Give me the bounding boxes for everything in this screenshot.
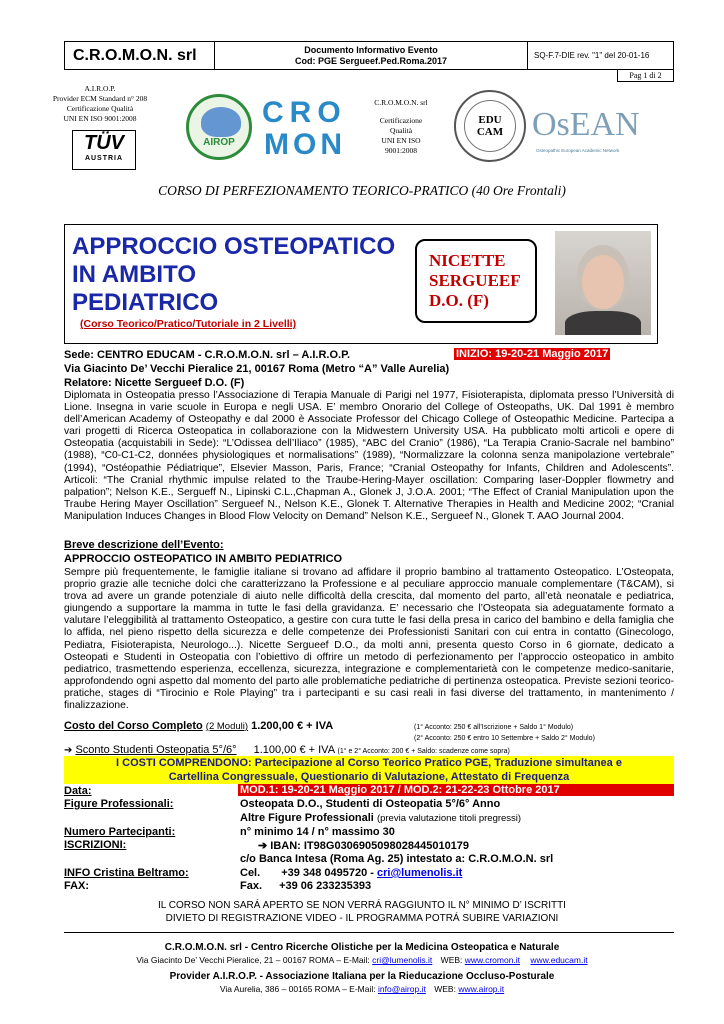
footer-cromon-email[interactable]: cri@lumenolis.it [372,955,433,965]
footer-airop-addr: Via Aurelia, 386 – 00165 ROMA – E-Mail: info@airop.it WEB: www.airop.it [219,984,505,994]
footer-cromon-title: C.R.O.M.O.N. srl - Centro Ricerche Olistiche per la Medicina Osteopatica e Naturale [164,942,560,953]
course-title: APPROCCIO OSTEOPATICO IN AMBITO PEDIATRICO [72,233,396,316]
banca-value: c/o Banca Intesa (Roma Ag. 25) intestato a: C.R.O.M.O.N. srl [240,853,554,865]
speaker-box: NICETTE SERGUEEF D.O. (F) [415,239,537,323]
altre-figure: Altre Figure Professionali (previa valutazione titoli pregressi) [240,812,522,824]
inizio-badge: INIZIO: 19-20-21 Maggio 2017 [456,348,609,360]
cromon-logo: CRO MON [262,96,347,161]
costs-include: I COSTI COMPRENDONO: Partecipazione al Corso Teorico Pratico PGE, Traduzione simultanea e Cartellina Congressuale, Questionario di Valutazione, Attestato di Frequenza [64,756,674,784]
email-link[interactable]: cri@lumenolis.it [376,867,463,879]
relatore: Relatore: Nicette Sergueef D.O. (F) [64,377,245,389]
airop-logo: AIROP [186,94,252,160]
description-heading: Breve descrizione dell’Evento: [64,539,224,551]
data-value: MOD.1: 19-20-21 Maggio 2017 / MOD.2: 21-22-23 Ottobre 2017 [238,784,674,796]
cost-note-2: (2° Acconto: 250 € entro 10 Settembre + Saldo 2° Modulo) [414,735,595,742]
course-type: CORSO DI PERFEZIONAMENTO TEORICO-PRATICO (40 Ore Frontali) [158,183,566,198]
doc-code: Cod: PGE Sergueef.Ped.Roma.2017 [294,56,448,66]
discount-row: ➔ Sconto Studenti Osteopatia 5°/6° 1.100,00 € + IVA (1° e 2° Acconto: 200 € + Saldo: scadenze come sopra) [64,744,510,756]
doc-title: Documento Informativo Evento [304,45,438,55]
footer-educam-web[interactable]: www.educam.it [530,955,588,965]
footer-airop-email[interactable]: info@airop.it [377,984,426,994]
iscrizioni-label: ISCRIZIONI: [64,839,127,851]
footer-cromon-addr: Via Giacinto De’ Vecchi Pieralice, 21 – 00167 ROMA – E-Mail: cri@lumenolis.it WEB: www.cromon.it www.educam.it [136,955,588,965]
arrow-icon: ➔ [64,745,73,756]
doc-revision: SQ-F.7-DIE rev. "1" del 20-01-16 [534,51,650,60]
cel-row: Cel. +39 348 0495720 - cri@lumenolis.it [240,867,463,879]
description-text: Sempre più frequentemente, le famiglie italiane si trovano ad affidare il proprio bambino al trattamento Osteopatico. L’Osteopata, proprio grazie alle tecniche dolci che caratterizzano la Professione e al peculiare approccio manuale complementare (T&CAM), si trova ad avere un grande potenziale di aiuto nelle difficoltà della crescita, dal momento del parto, all’età neonatale e pediatrica, giungendo a supportare la mamma in tutte le fasi della gravidanza. E’ necessario che l’Osteopata sia adeguatamente formato a valutare l’eleggibilità al trattamento Osteopatico, a gestire con cura tutte le fasi della presa in carico del bambino e della famiglia che lo affida, nel pieno rispetto della sicurezza e delle competenze dei Professionisti Sanitari con cui entra in contatto (Ginecologo, Pediatra, Fisioterapista, Neurologo...). Nicette Sergueef D.O., da molti anni, presenta questo Corso in 6 giornate, dedicato a Osteopati e Studenti in Osteopatia con l’obiettivo di offrire un metodo di perfezionamento per l’approccio osteopatico in ambito pediatrico, trasmettendo esperienza, eccellenza, sicurezza, integrazione e complementarietà con le competenze medico-sanitarie, approfondendo ogni aspetto dal momento del parto alle problematiche pediatriche di pertinenza osteopatica. Previste sezioni teorico-pratiche, stages di “Tirocinio e Role Playing” tra i partecipanti e su casi reali in fasi diverse del trattamento, in mantenimento / finalizzazione. [64,567,674,712]
figure-label: Figure Professionali: [64,798,174,810]
numero-label: Numero Partecipanti: [64,826,176,838]
fax-label: FAX: [64,880,90,892]
cost-note-1: (1° Acconto: 250 € all’Iscrizione + Saldo 1° Modulo) [414,724,574,731]
info-label: INFO Cristina Beltramo: [64,867,189,879]
course-subtitle: (Corso Teorico/Pratico/Tutoriale in 2 Livelli) [80,318,297,330]
bio: Diplomata in Osteopatia presso l’Associazione di Terapia Manuale di Parigi nel 1977, Fisioterapista, diplomata presso l’Università di Lione. Insegna in varie scuole in Europa e negli USA. E’ membro Onorario del College of Osteopaths, UK. Dal 1991 è membro dell’American Academy of Osteopathy e dal 2000 è Associate Professor del Chicago College of Osteopathic Medicine. Partecipa a vari progetti di Ricerca Osteopatica in collaborazione con la Midwestern University USA. Ha pubblicato molti articoli e opere di Osteopatia (acquistabili in Sede): “L’Odissea dell’Iliaco” (1985), “ABC del Cranio” (1986), “La Terapia Cranio-Sacrale nel bambino” (1988), “C0-C1-C2, données physiologiques et normalisations” (1989), “Normalizzare la colonna senza manipolazione vertebrale” (1994), “Ostéopathie Pédiatrique”, Elsevier Masson, Paris, France; “Cranial Osteopathy for Infants, Children and Adolescents”. Articoli: “The Cranial rhythmic impulse related to the Traube-Hering-Mayer oscillation: Comparing laser-Doppler flowmetry and palpation”; Nelson K.E., Sergueff N., Lipinski C.L.,Chapman A., Glonek J, J.O.A. 2001; “The Effect of Cranial Manipulation upon the Traube Hering Mayer Oscillation” Sergueef N., Nelson K.E., Glonek T. Alternative Therapies in Health and Medicine 2002; “Cranial Manipulation Induces Changes in Blood Flow Velocity on Demand” Nelson K.E., Sergueef N., Glonek T. AAO Journal 2004. [64,390,674,522]
fax-row: Fax. +39 06 233235393 [240,880,372,892]
data-label: Data: [64,785,92,797]
footer-cromon-web[interactable]: www.cromon.it [464,955,521,965]
airop-cert-text: A.I.R.O.P. Provider ECM Standard n° 208 Certificazione Qualità UNI EN ISO 9001:2008 [52,84,148,123]
company-name: C.R.O.M.O.N. srl [65,42,215,69]
footer-airop-title: Provider A.I.R.O.P. - Associazione Italiana per la Rieducazione Occluso-Posturale [169,971,555,982]
iban-value: ➔ IBAN: IT98G0306905098028445010179 [258,840,470,852]
footer-divider [64,932,674,933]
description-subheading: APPROCCIO OSTEOPATICO IN AMBITO PEDIATRICO [64,553,343,565]
title-box [64,224,658,344]
numero-value: n° minimo 14 / n° massimo 30 [240,826,395,838]
page-number: Pag 1 di 2 [617,69,674,82]
address: Via Giacinto De’ Vecchi Pieralice 21, 00167 Roma (Metro “A” Valle Aurelia) [64,363,450,375]
cromon-cert-text: C.R.O.M.O.N. srl Certificazione Qualità UNI EN ISO 9001:2008 [374,98,428,155]
footer-airop-web[interactable]: www.airop.it [458,984,505,994]
header-table [64,41,674,70]
tuv-logo: TÜV AUSTRIA [72,130,136,170]
figure-value: Osteopata D.O., Studenti di Osteopatia 5°/6° Anno [240,798,501,810]
sede: Sede: CENTRO EDUCAM - C.R.O.M.O.N. srl – A.I.R.O.P. [64,349,351,361]
speaker-photo [555,231,651,335]
educam-logo: EDU CAM [454,90,526,162]
cost-row: Costo del Corso Completo (2 Moduli) 1.200,00 € + IVA [64,720,334,732]
osean-logo: OsEAN Osteopathic European Academic Network [532,106,640,153]
notice: IL CORSO NON SARÁ APERTO SE NON VERRÁ RAGGIUNTO IL N° MINIMO D’ ISCRITTI DIVIETO DI REGISTRAZIONE VIDEO - IL PROGRAMMA POTRÁ SUBIRE VARIAZIONI [158,900,566,924]
